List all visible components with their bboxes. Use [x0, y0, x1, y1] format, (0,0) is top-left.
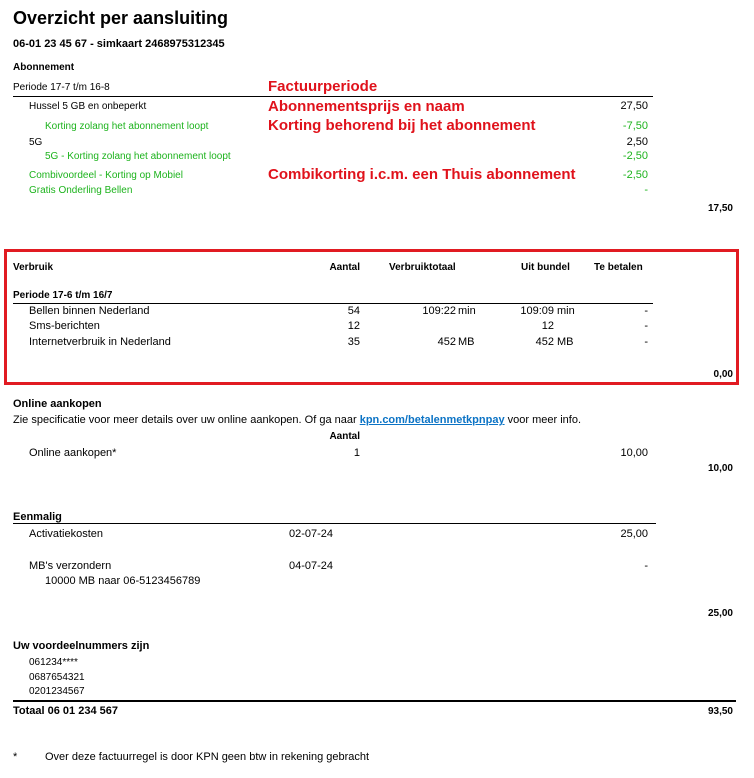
online-heading: Online aankopen [13, 398, 102, 410]
online-total: 10,00 [707, 463, 733, 474]
verbruik-row-totaal: 109:22 [422, 305, 456, 317]
verbruik-row-bundel-unit: min [557, 305, 575, 317]
verbruik-header-label: Verbruik [13, 262, 54, 273]
verbruik-row-totaal-unit: min [458, 305, 476, 317]
eenmalig-total: 25,00 [707, 608, 733, 619]
verbruik-header-aantal: Aantal [329, 262, 360, 273]
annotation-factuurperiode: Factuurperiode [268, 78, 378, 95]
verbruik-row-aantal: 35 [347, 336, 360, 348]
abonnement-row-amount: -7,50 [622, 120, 648, 132]
divider [13, 700, 736, 702]
totaal-label: Totaal 06 01 234 567 [13, 705, 118, 717]
online-row-label: Online aankopen* [29, 447, 117, 459]
annotation-combikorting: Combikorting i.c.m. een Thuis abonnement [268, 166, 576, 183]
abonnement-row-amount: -2,50 [622, 150, 648, 162]
verbruik-row-bundel-unit: MB [557, 336, 574, 348]
verbruik-row-bundel: 12 [541, 320, 554, 332]
verbruik-row-betalen: - [644, 320, 648, 332]
verbruik-row-bundel: 109:09 [520, 305, 554, 317]
eenmalig-row-date: 04-07-24 [289, 560, 334, 572]
abonnement-row-label: 5G [29, 137, 43, 148]
verbruik-row-aantal: 12 [347, 320, 360, 332]
kpn-pay-link[interactable]: kpn.com/betalenmetkpnpay [359, 414, 505, 426]
eenmalig-row-amount: 25,00 [620, 528, 648, 540]
verbruik-period: Periode 17-6 t/m 16/7 [13, 290, 113, 301]
online-desc-pre: Zie specificatie voor meer details over uw online aankopen. Of ga naar [13, 414, 357, 426]
page-title: Overzicht per aansluiting [13, 8, 229, 28]
abonnement-row-label: Gratis Onderling Bellen [29, 185, 133, 196]
abonnement-heading: Abonnement [13, 62, 75, 73]
abonnement-total: 17,50 [707, 203, 733, 214]
abonnement-row-amount: -2,50 [622, 169, 648, 181]
online-description [13, 414, 581, 426]
verbruik-header-totaal: Verbruiktotaal [389, 262, 456, 273]
verbruik-header-bundel: Uit bundel [521, 262, 570, 273]
abonnement-row-amount: - [644, 184, 648, 196]
eenmalig-row-label: MB's verzondern [29, 560, 112, 572]
verbruik-row-bundel: 452 [535, 336, 554, 348]
online-row-aantal: 1 [353, 447, 360, 459]
online-desc-post: voor meer info. [507, 414, 582, 426]
abonnement-row-label: Korting zolang het abonnement loopt [45, 121, 209, 132]
verbruik-row-label: Bellen binnen Nederland [29, 305, 150, 317]
verbruik-total: 0,00 [713, 369, 733, 380]
verbruik-row-label: Sms-berichten [29, 320, 100, 332]
divider [13, 303, 653, 304]
verbruik-row-label: Internetverbruik in Nederland [29, 336, 171, 348]
verbruik-header-betalen: Te betalen [594, 262, 643, 273]
eenmalig-row-date: 02-07-24 [289, 528, 334, 540]
abonnement-row-amount: 27,50 [620, 100, 648, 112]
abonnement-row-amount: 2,50 [626, 136, 648, 148]
divider [13, 96, 653, 97]
verbruik-row-totaal-unit: MB [458, 336, 475, 348]
verbruik-row-betalen: - [644, 305, 648, 317]
verbruik-row-aantal: 54 [347, 305, 360, 317]
abonnement-row-label: Combivoordeel - Korting op Mobiel [29, 170, 183, 181]
eenmalig-detail: 10000 MB naar 06-5123456789 [45, 575, 201, 587]
voordeel-number: 061234**** [29, 657, 78, 668]
eenmalig-row-amount: - [644, 560, 648, 572]
abonnement-row-label: 5G - Korting zolang het abonnement loopt [45, 151, 231, 162]
abonnement-row-label: Hussel 5 GB en onbeperkt [29, 101, 147, 112]
footnote-text: Over deze factuurregel is door KPN geen btw in rekening gebracht [45, 751, 370, 763]
online-aantal-header: Aantal [329, 431, 360, 442]
voordeel-number: 0687654321 [29, 672, 85, 683]
subtitle: 06-01 23 45 67 - simkaart 2468975312345 [13, 38, 225, 50]
abonnement-period: Periode 17-7 t/m 16-8 [13, 82, 110, 93]
annotation-abonnementsprijs: Abonnementsprijs en naam [268, 98, 465, 115]
verbruik-row-betalen: - [644, 336, 648, 348]
annotation-korting: Korting behorend bij het abonnement [268, 117, 536, 134]
verbruik-row-totaal: 452 [437, 336, 456, 348]
eenmalig-row-label: Activatiekosten [29, 528, 103, 540]
totaal-amount: 93,50 [707, 706, 733, 717]
footnote-mark: * [13, 751, 18, 763]
voordeel-number: 0201234567 [29, 686, 85, 697]
online-row-amount: 10,00 [620, 447, 648, 459]
eenmalig-heading: Eenmalig [13, 511, 62, 523]
voordeel-heading: Uw voordeelnummers zijn [13, 640, 150, 652]
divider [13, 523, 656, 524]
